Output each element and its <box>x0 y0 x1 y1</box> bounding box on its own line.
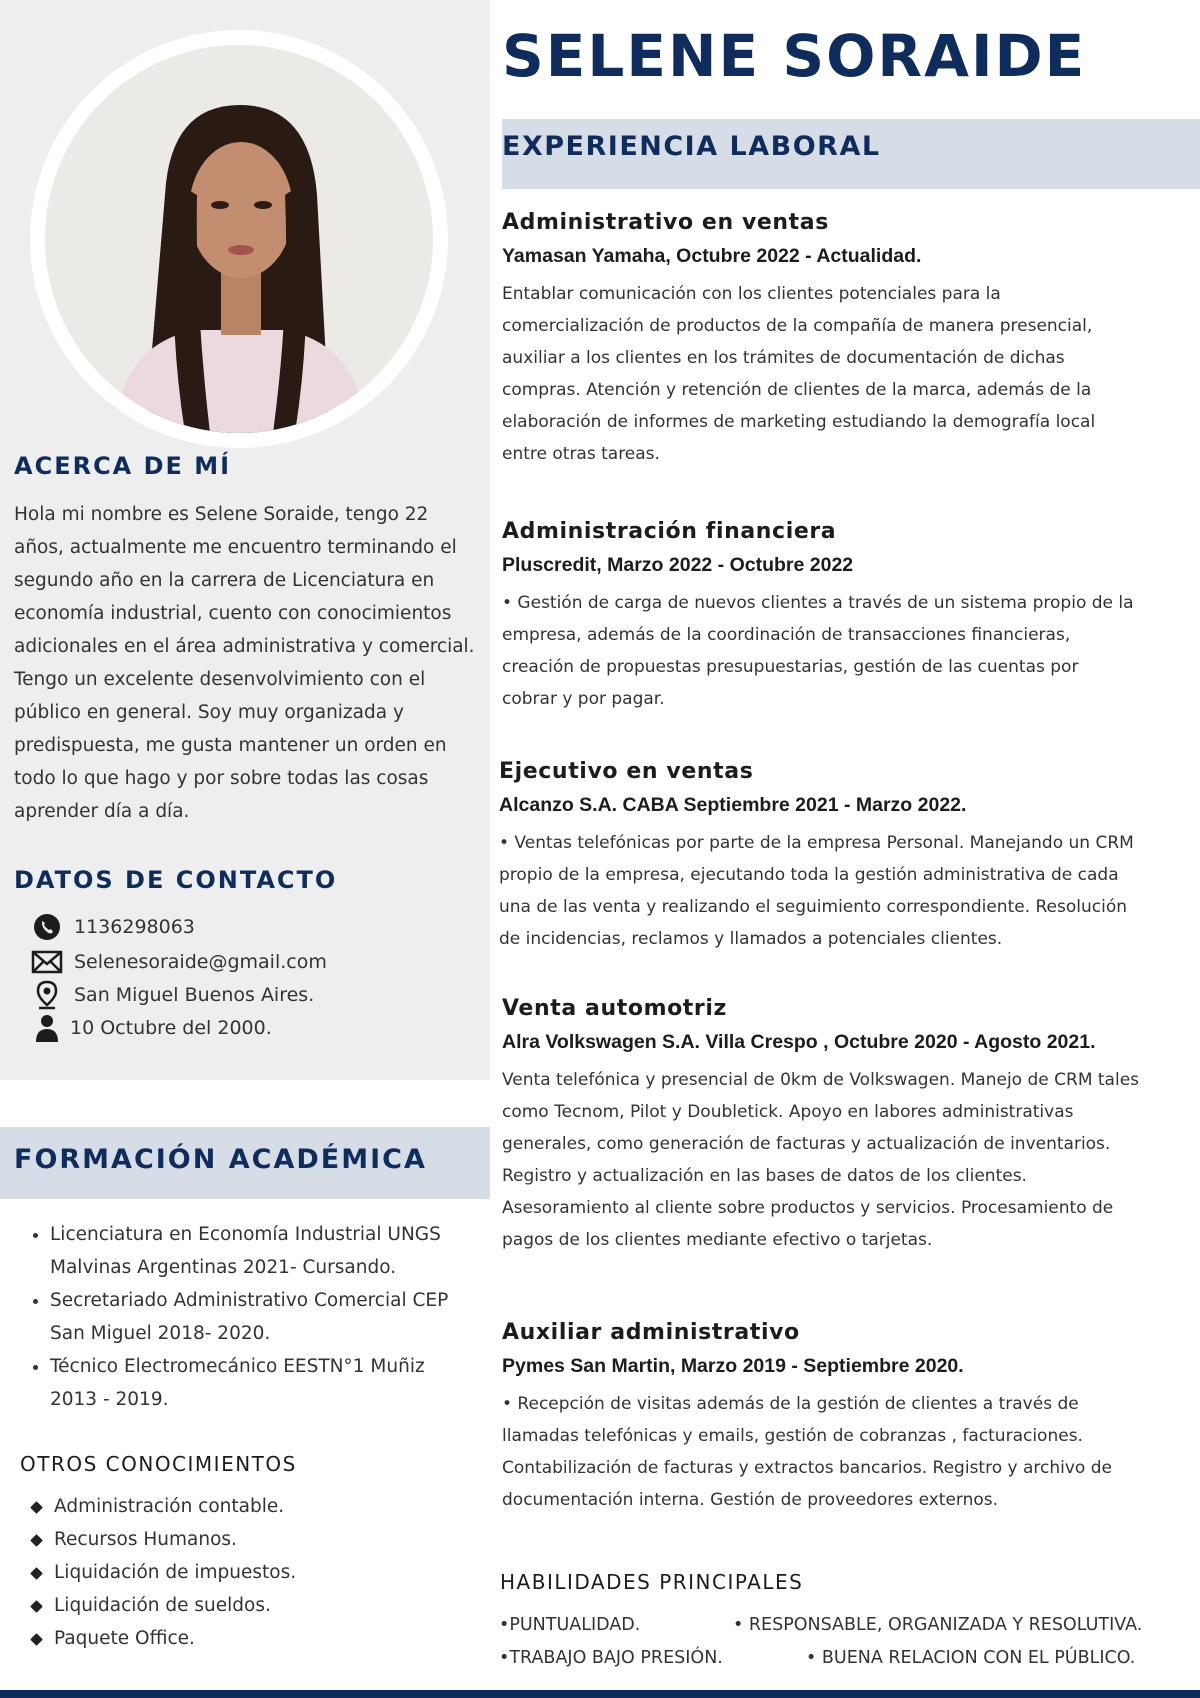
contact-location <box>30 980 314 1010</box>
otros-list <box>26 1490 494 1655</box>
job-line: Venta telefónica y presencial de 0km de Volkswagen. Manejo de CRM tales <box>502 1070 1140 1090</box>
job-company: Yamasan Yamaha, Octubre 2022 - Actualidad. <box>502 245 922 267</box>
about-line: Tengo un excelente desenvolvimiento con el <box>14 669 426 690</box>
skill-item: • RESPONSABLE, ORGANIZADA Y RESOLUTIVA. <box>733 1615 1143 1635</box>
job-line: compras. Atención y retención de clientes de la marca, además de la <box>502 380 1092 400</box>
otros-heading: OTROS CONOCIMIENTOS <box>20 1452 297 1476</box>
person-icon <box>30 1013 64 1043</box>
job-line: creación de propuestas presupuestarias, gestión de las cuentas por <box>502 657 1079 677</box>
job-line: Contabilización de facturas y extractos bancarios. Registro y archivo de <box>502 1458 1112 1478</box>
job-line: empresa, además de la coordinación de transacciones financieras, <box>502 625 1071 645</box>
job-line: pagos de los clientes mediante efectivo o tarjetas. <box>502 1230 933 1250</box>
job-entry <box>502 210 1184 470</box>
job-line: llamadas telefónicas y emails, gestión de cobranzas , facturaciones. <box>502 1426 1083 1446</box>
person-name: SELENE SORAIDE <box>502 22 1087 90</box>
about-line: economía industrial, cuento con conocimientos <box>14 603 452 624</box>
birthdate-text: 10 Octubre del 2000. <box>70 1017 272 1039</box>
contact-heading: DATOS DE CONTACTO <box>14 866 338 894</box>
about-line: predispuesta, me gusta mantener un orden en <box>14 735 447 756</box>
job-title: Venta automotriz <box>502 996 727 1021</box>
job-line: documentación interna. Gestión de proveedores externos. <box>502 1490 999 1510</box>
job-line: comercialización de productos de la compañía de manera presencial, <box>502 316 1093 336</box>
job-line: • Gestión de carga de nuevos clientes a través de un sistema propio de la <box>502 593 1134 613</box>
job-line: Registro y actualización en las bases de datos de los clientes. <box>502 1166 1027 1186</box>
education-line: Licenciatura en Economía Industrial UNGS <box>50 1224 441 1245</box>
job-entry <box>502 519 1184 715</box>
education-list <box>22 1218 500 1416</box>
job-line: cobrar y por pagar. <box>502 689 665 709</box>
contact-phone <box>30 912 195 942</box>
education-item <box>50 1350 500 1416</box>
otros-item: Liquidación de sueldos. <box>54 1589 494 1622</box>
email-icon <box>30 947 64 977</box>
job-company: Pymes San Martin, Marzo 2019 - Septiembre 2020. <box>502 1355 964 1377</box>
job-line: generales, como generación de facturas y actualización de inventarios. <box>502 1134 1111 1154</box>
about-line: adicionales en el área administrativa y comercial. <box>14 636 475 657</box>
job-line: elaboración de informes de marketing estudiando la demografía local <box>502 412 1096 432</box>
education-item <box>50 1284 500 1350</box>
job-line: Asesoramiento al cliente sobre productos y servicios. Procesamiento de <box>502 1198 1114 1218</box>
about-line: Hola mi nombre es Selene Soraide, tengo 22 <box>14 504 429 525</box>
about-line: segundo año en la carrera de Licenciatura en <box>14 570 435 591</box>
job-title: Auxiliar administrativo <box>502 1320 800 1345</box>
job-line: Entablar comunicación con los clientes potenciales para la <box>502 284 1001 304</box>
location-pin-icon <box>30 980 64 1010</box>
experience-heading: EXPERIENCIA LABORAL <box>502 131 881 162</box>
job-line: una de las venta y realizando el seguimiento correspondiente. Resolución <box>499 897 1128 917</box>
job-line: como Tecnom, Pilot y Doubletick. Apoyo en labores administrativas <box>502 1102 1074 1122</box>
job-line: de incidencias, reclamos y llamados a potenciales clientes. <box>499 929 1003 949</box>
job-entry <box>502 1320 1184 1516</box>
skill-item: •PUNTUALIDAD. <box>499 1615 641 1635</box>
bottom-bar <box>0 1690 1200 1698</box>
skills-heading: HABILIDADES PRINCIPALES <box>500 1570 804 1594</box>
job-line: • Ventas telefónicas por parte de la empresa Personal. Manejando un CRM <box>499 833 1134 853</box>
job-line: entre otras tareas. <box>502 444 660 464</box>
about-line: público en general. Soy muy organizada y <box>14 702 404 723</box>
profile-photo <box>45 45 433 433</box>
education-line: Malvinas Argentinas 2021- Cursando. <box>50 1257 397 1278</box>
job-company: Alra Volkswagen S.A. Villa Crespo , Octubre 2020 - Agosto 2021. <box>502 1031 1096 1053</box>
about-line: aprender día a día. <box>14 801 190 822</box>
education-line: Técnico Electromecánico EESTN°1 Muñiz <box>50 1356 425 1377</box>
education-line: Secretariado Administrativo Comercial CEP <box>50 1290 449 1311</box>
job-line: • Recepción de visitas además de la gestión de clientes a través de <box>502 1394 1079 1414</box>
phone-icon <box>30 912 64 942</box>
job-company: Pluscredit, Marzo 2022 - Octubre 2022 <box>502 554 854 576</box>
location-text: San Miguel Buenos Aires. <box>74 984 315 1006</box>
contact-email <box>30 947 327 977</box>
education-item <box>50 1218 500 1284</box>
about-line: todo lo que hago y por sobre todas las cosas <box>14 768 429 789</box>
skill-item: • BUENA RELACION CON EL PÚBLICO. <box>806 1648 1136 1668</box>
portrait-illustration <box>45 45 433 433</box>
job-entry <box>499 759 1181 955</box>
job-title: Ejecutivo en ventas <box>499 759 754 784</box>
about-heading: ACERCA DE MÍ <box>14 452 232 480</box>
email-text: Selenesoraide@gmail.com <box>74 951 327 973</box>
education-line: San Miguel 2018- 2020. <box>50 1323 271 1344</box>
about-line: años, actualmente me encuentro terminando el <box>14 537 457 558</box>
job-title: Administrativo en ventas <box>502 210 829 235</box>
education-line: 2013 - 2019. <box>50 1389 169 1410</box>
job-company: Alcanzo S.A. CABA Septiembre 2021 - Marzo 2022. <box>499 794 967 816</box>
job-title: Administración financiera <box>502 519 837 544</box>
job-line: auxiliar a los clientes en los trámites de documentación de dichas <box>502 348 1065 368</box>
phone-text: 1136298063 <box>74 916 195 938</box>
education-heading: FORMACIÓN ACADÉMICA <box>14 1144 427 1175</box>
contact-birthdate <box>30 1013 272 1043</box>
otros-item: Recursos Humanos. <box>54 1523 494 1556</box>
about-text <box>14 498 484 828</box>
job-line: propio de la empresa, ejecutando toda la gestión administrativa de cada <box>499 865 1119 885</box>
otros-item: Liquidación de impuestos. <box>54 1556 494 1589</box>
otros-item: Paquete Office. <box>54 1622 494 1655</box>
job-entry <box>502 996 1184 1256</box>
otros-item: Administración contable. <box>54 1490 494 1523</box>
skill-item: •TRABAJO BAJO PRESIÓN. <box>499 1648 723 1668</box>
